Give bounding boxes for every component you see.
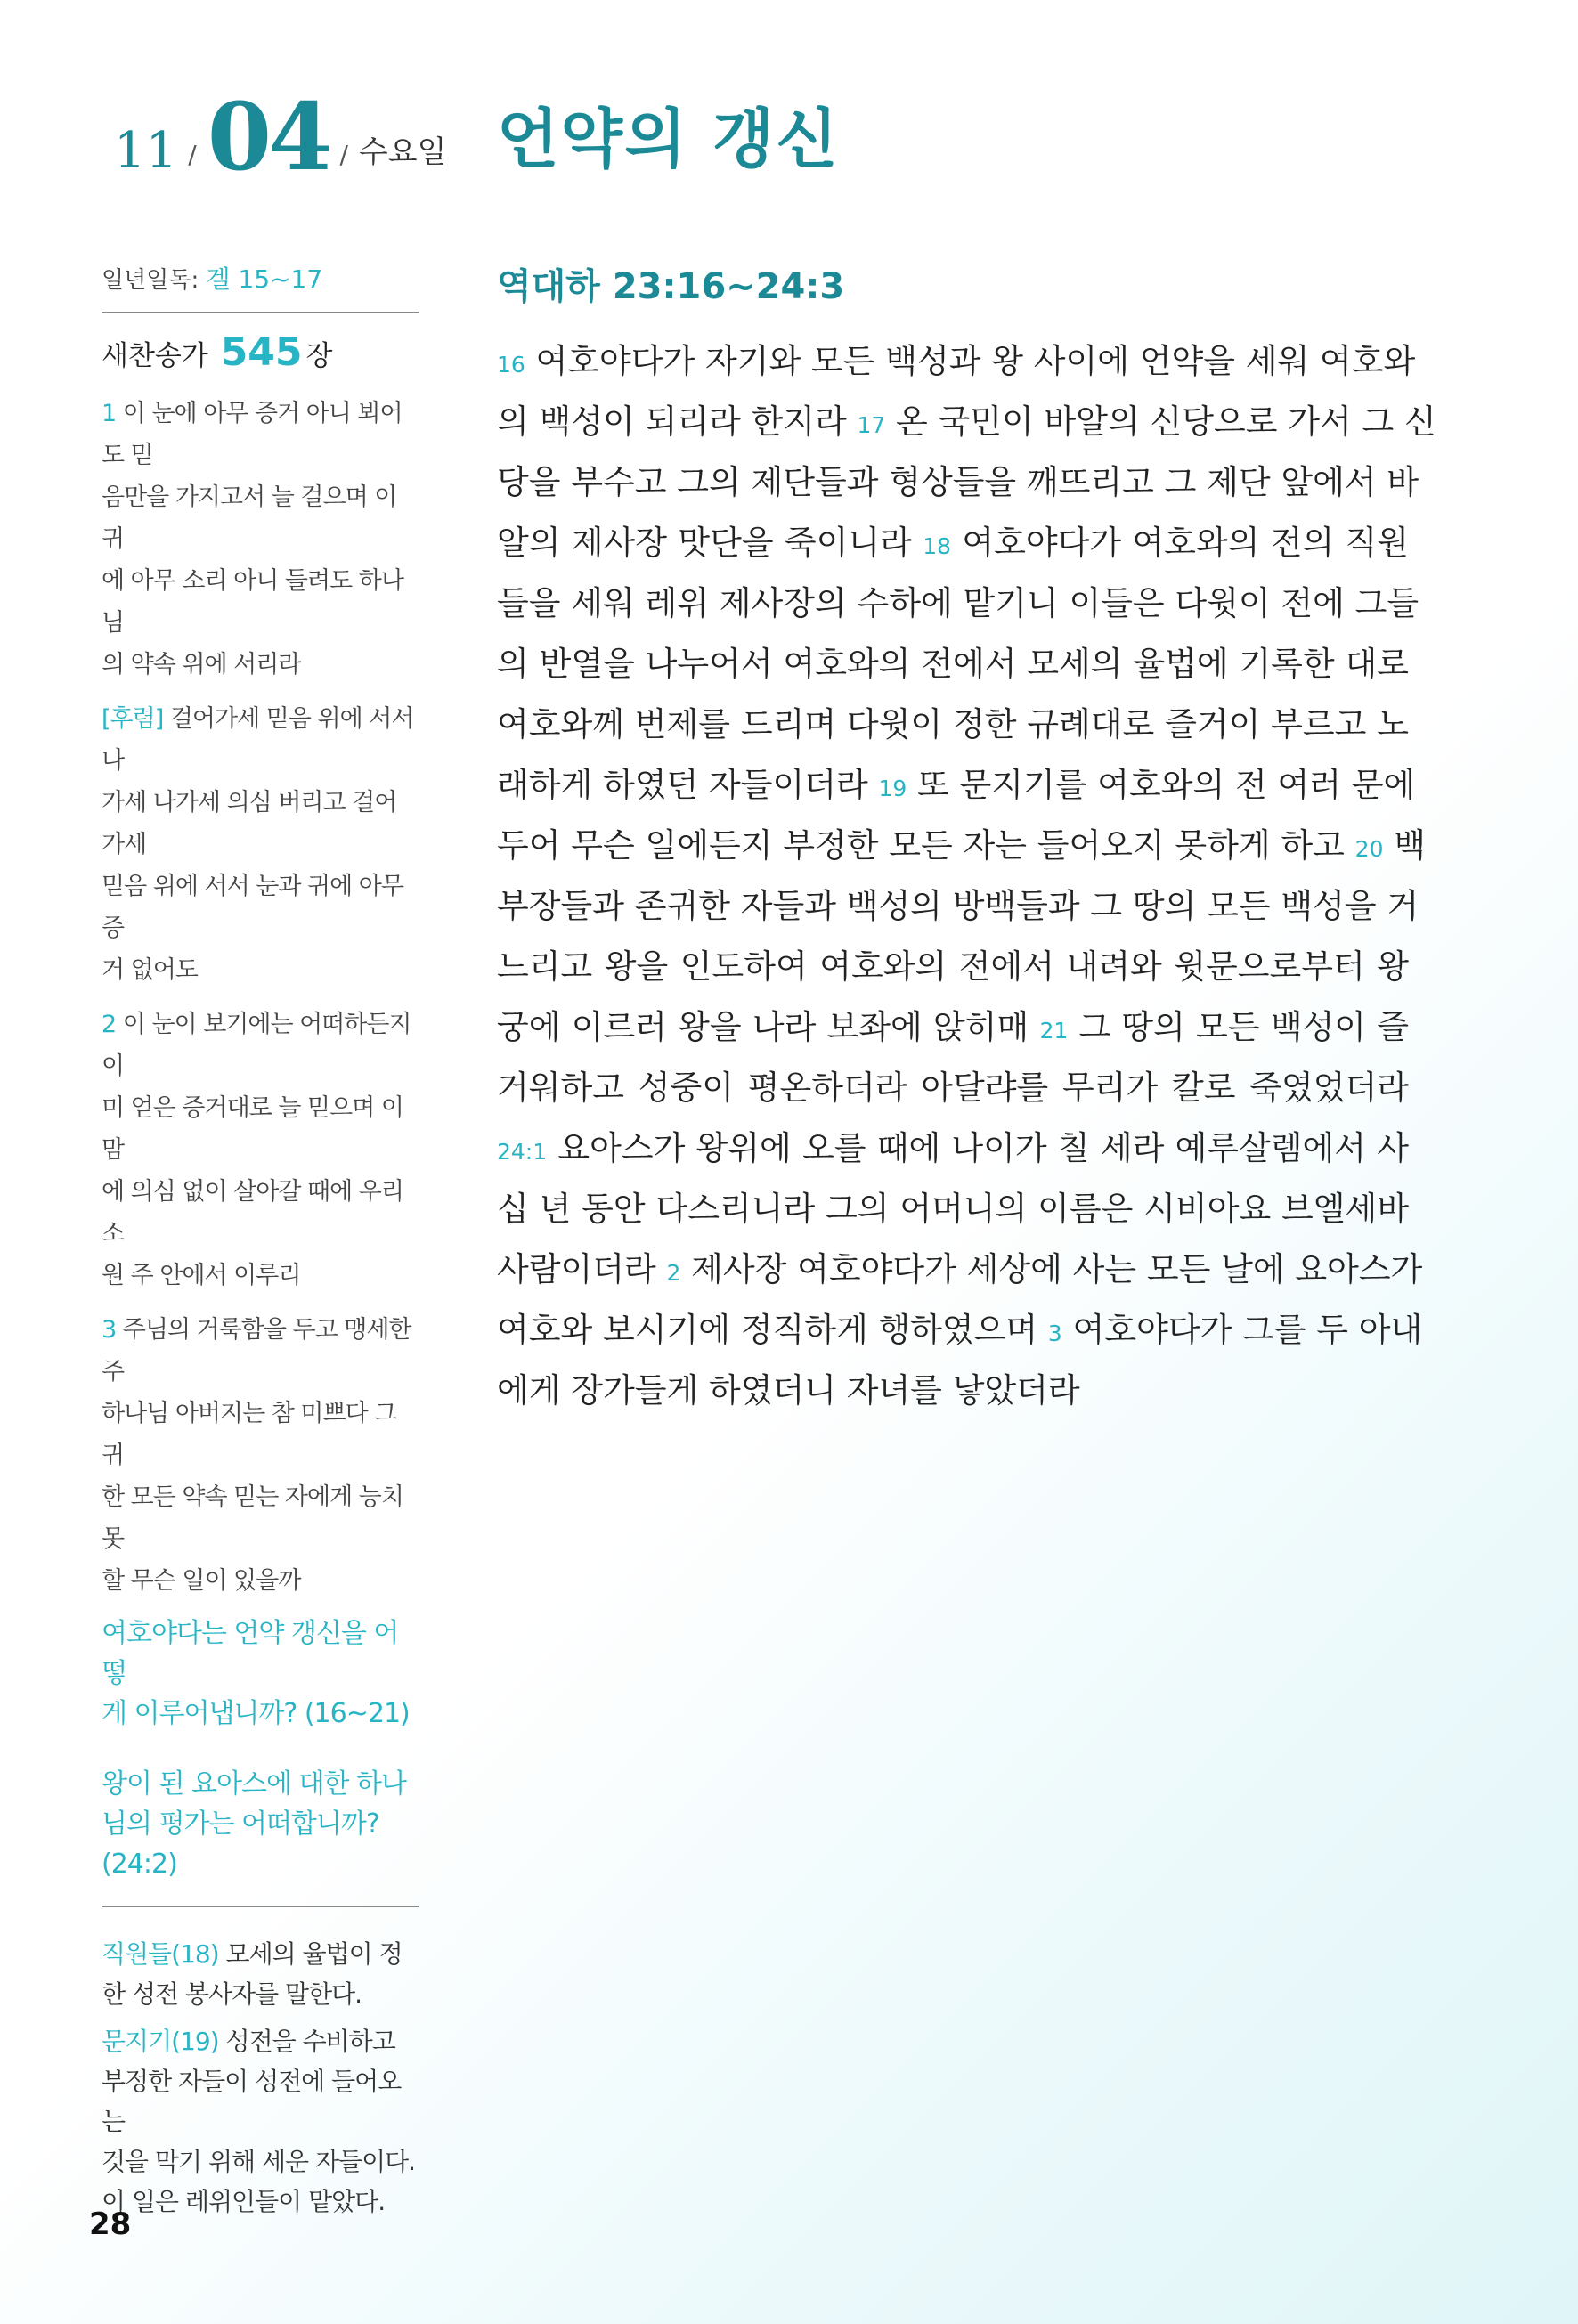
verse-text: 요아스가 왕위에 오를 때에 나이가 칠 세라 예루살렘에서 사 [547, 1129, 1409, 1167]
verse-number: 16 [497, 352, 525, 378]
stanza-line: 의 약속 위에 서리라 [102, 651, 301, 679]
question-line: 님의 평가는 어떠합니까? [102, 1808, 379, 1840]
annual-reading [102, 260, 419, 313]
reading-label: 일년일독: [102, 267, 199, 294]
question-line: 여호야다는 언약 갱신을 어떻 [102, 1618, 399, 1689]
refrain-tag: [후렴] [102, 705, 164, 733]
day: 04 [207, 81, 329, 191]
verse-text: 에게 장가들게 하였더니 자녀를 낳았더라 [497, 1371, 1080, 1410]
passage-line [497, 452, 1419, 513]
hymn-number: 545 [220, 329, 303, 375]
page-title: 언약의 갱신 [497, 101, 840, 176]
passage-line [497, 513, 1409, 573]
passage-line [497, 1239, 1423, 1300]
question-line: (24:2) [102, 1849, 177, 1880]
verse-text: 당을 부수고 그의 제단들과 형상들을 깨뜨리고 그 제단 앞에서 바 [497, 463, 1419, 501]
verse-number: 20 [1354, 836, 1384, 862]
passage-line [497, 1300, 1423, 1361]
passage-line [497, 1361, 1409, 1421]
stanza-line: 미 얻은 증거대로 늘 믿으며 이 맘 [102, 1094, 403, 1164]
passage-line [497, 997, 1409, 1058]
passage-line [497, 876, 1419, 937]
passage-line [497, 1058, 1409, 1118]
verse-number: 18 [923, 533, 952, 559]
hymn-suffix: 장 [305, 340, 333, 372]
verse-number: 24:1 [497, 1139, 548, 1165]
passage-line [497, 1118, 1409, 1179]
glossary-line: 한 성전 봉사자를 말한다. [102, 1979, 362, 2009]
divider [102, 1906, 419, 1907]
glossary-line: 부정한 자들이 성전에 들어오는 [102, 2067, 402, 2136]
passage-line [497, 331, 1416, 392]
hymn-prefix: 새찬송가 [102, 340, 208, 372]
hymn-stanza [102, 1004, 419, 1296]
verse-number: 21 [1039, 1018, 1069, 1044]
verse-number: 2 [666, 1260, 681, 1286]
verse-text: 여호와께 번제를 드리며 다윗이 정한 규례대로 즐거이 부르고 노 [497, 705, 1409, 744]
verse-text: 여호와 보시기에 정직하게 행하였으며 [497, 1311, 1048, 1349]
verse-text: 사람이더라 [497, 1250, 667, 1288]
stanza-line: 거 없어도 [102, 956, 198, 984]
verse-text: 여호야다가 자기와 모든 백성과 왕 사이에 언약을 세워 여호와 [525, 342, 1416, 380]
stanza-line: 원 주 안에서 이루리 [102, 1262, 301, 1289]
stanza-line: 에 의심 없이 살아갈 때에 우리 소 [102, 1178, 403, 1247]
verse-text: 들을 세워 레위 제사장의 수하에 맡기니 이들은 다윗이 전에 그들 [497, 584, 1419, 622]
stanza-line: 할 무슨 일이 있을까 [102, 1567, 301, 1595]
passage-line [497, 695, 1409, 755]
passage-line [497, 392, 1436, 452]
passage-line [497, 816, 1426, 876]
hymn-heading [102, 329, 419, 375]
question-item [102, 1613, 419, 1734]
scripture-passage [497, 331, 1436, 1421]
question-line: 왕이 된 요아스에 대한 하나 [102, 1768, 406, 1800]
verse-text: 여호야다가 그를 두 아내 [1061, 1311, 1423, 1349]
stanza-number: 3 [102, 1316, 117, 1344]
glossary-line: 성전을 수비하고 [225, 2027, 395, 2056]
stanza-line: 걸어가세 믿음 위에 서서 나 [102, 705, 414, 775]
verse-text: 부장들과 존귀한 자들과 백성의 방백들과 그 땅의 모든 백성을 거 [497, 887, 1419, 925]
verse-text: 십 년 동안 다스리니라 그의 어머니의 이름은 시비아요 브엘세바 [497, 1190, 1409, 1228]
verse-text: 그 땅의 모든 백성이 즐 [1068, 1008, 1410, 1046]
glossary-item [102, 1934, 419, 2014]
glossary [102, 1934, 419, 2229]
stanza-line: 이 눈에 아무 증거 아니 뵈어도 믿 [102, 400, 403, 469]
passage-line [497, 1179, 1409, 1239]
passage-line [497, 755, 1416, 816]
verse-text: 거워하고 성중이 평온하더라 아달랴를 무리가 칼로 죽였었더라 [497, 1069, 1409, 1107]
passage-reference: 역대하 23:16~24:3 [497, 266, 845, 307]
date-slash: / [339, 140, 348, 169]
stanza-line: 에 아무 소리 아니 들려도 하나님 [102, 567, 403, 637]
reflection-questions [102, 1613, 419, 1914]
hymn-stanza [102, 1309, 419, 1602]
question-line: 게 이루어냅니까? (16~21) [102, 1698, 410, 1729]
hymn-stanza [102, 698, 419, 991]
verse-text: 느리고 왕을 인도하여 여호와의 전에서 내려와 윗문으로부터 왕 [497, 947, 1409, 986]
stanza-line: 이 눈이 보기에는 어떠하든지 이 [102, 1011, 411, 1080]
verse-number: 17 [857, 412, 886, 438]
stanza-line: 믿음 위에 서서 눈과 귀에 아무 증 [102, 873, 403, 942]
date-slash: / [188, 140, 197, 169]
verse-text: 래하게 하였던 자들이더라 [497, 766, 879, 804]
glossary-term: 문지기(19) [102, 2027, 219, 2056]
month: 11 [114, 122, 178, 180]
verse-text: 온 국민이 바알의 신당으로 가서 그 신 [885, 402, 1436, 441]
glossary-item [102, 2021, 419, 2222]
reading-ref: 겔 15~17 [206, 264, 323, 294]
stanza-line: 음만을 가지고서 늘 걸으며 이 귀 [102, 483, 397, 553]
stanza-line: 하나님 아버지는 참 미쁘다 그 귀 [102, 1400, 397, 1469]
page-number: 28 [89, 2206, 132, 2242]
verse-number: 3 [1047, 1320, 1062, 1346]
passage-line [497, 573, 1419, 634]
glossary-line: 것을 막기 위해 세운 자들이다. [102, 2147, 416, 2176]
glossary-line: 모세의 율법이 정 [225, 1939, 403, 1969]
verse-text: 백 [1383, 826, 1426, 865]
verse-text: 의 반열을 나누어서 여호와의 전에서 모세의 율법에 기록한 대로 [497, 645, 1409, 683]
stanza-line: 한 모든 약속 믿는 자에게 능치 못 [102, 1483, 403, 1553]
stanza-line: 가세 나가세 의심 버리고 걸어가세 [102, 789, 397, 858]
passage-line [497, 937, 1409, 997]
weekday: 수요일 [358, 134, 447, 170]
glossary-term: 직원들(18) [102, 1939, 219, 1969]
sidebar [102, 260, 419, 1602]
hymn-lyrics [102, 393, 419, 1602]
verse-text: 제사장 여호야다가 세상에 사는 모든 날에 요아스가 [680, 1250, 1423, 1288]
verse-text: 알의 제사장 맛단을 죽이니라 [497, 524, 923, 562]
verse-text: 궁에 이르러 왕을 나라 보좌에 앉히매 [497, 1008, 1040, 1046]
stanza-number: 1 [102, 400, 117, 427]
verse-number: 19 [878, 776, 907, 801]
question-item [102, 1764, 419, 1884]
stanza-line: 주님의 거룩함을 두고 맹세한 주 [102, 1316, 411, 1385]
verse-text: 두어 무슨 일에든지 부정한 모든 자는 들어오지 못하게 하고 [497, 826, 1355, 865]
stanza-number: 2 [102, 1011, 117, 1038]
hymn-stanza [102, 393, 419, 686]
verse-text: 의 백성이 되리라 한지라 [497, 402, 858, 441]
passage-line [497, 634, 1409, 695]
verse-text: 여호야다가 여호와의 전의 직원 [951, 524, 1409, 562]
date-block [114, 81, 447, 191]
verse-text: 또 문지기를 여호와의 전 여러 문에 [907, 766, 1416, 804]
glossary-line: 이 일은 레위인들이 맡았다. [102, 2187, 386, 2216]
